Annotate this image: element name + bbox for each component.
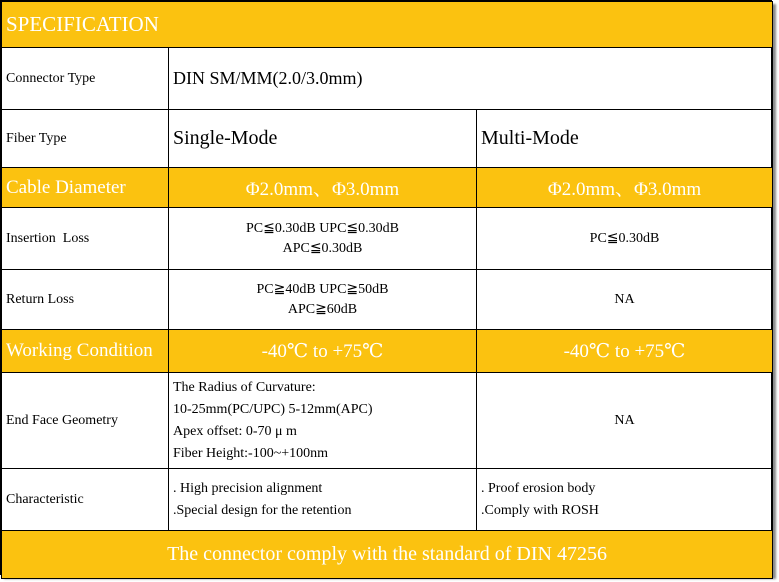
cable-diameter-row: [2, 168, 773, 208]
characteristic-line: . Proof erosion body: [481, 480, 596, 496]
connector-type-row: [2, 48, 773, 110]
fiber-type-row: [2, 110, 773, 168]
footer-row: [2, 531, 773, 579]
end-face-line: Fiber Height:-100~+100nm: [173, 445, 329, 461]
insertion-loss-label: Insertion Loss: [2, 208, 169, 270]
return-loss-single: [169, 270, 477, 330]
end-face-line: Apex offset: 0-70 μ m: [173, 423, 297, 439]
connector-type-value: DIN SM/MM(2.0/3.0mm): [169, 48, 773, 110]
characteristic-line: .Comply with ROSH: [481, 502, 599, 518]
characteristic-label: Characteristic: [2, 469, 169, 531]
return-loss-multi: NA: [477, 270, 773, 330]
end-face-line: The Radius of Curvature:: [173, 379, 316, 395]
end-face-row: [2, 373, 773, 469]
characteristic-multi: [477, 469, 773, 531]
cable-diameter-multi: Φ2.0mm、Φ3.0mm: [477, 168, 773, 208]
fiber-type-multi-mode: Multi-Mode: [477, 110, 773, 168]
fiber-type-label: Fiber Type: [2, 110, 169, 168]
specification-table: [1, 1, 773, 579]
cable-diameter-single: Φ2.0mm、Φ3.0mm: [169, 168, 477, 208]
return-loss-row: [2, 270, 773, 330]
end-face-single: [169, 373, 477, 469]
characteristic-line: .Special design for the retention: [173, 502, 352, 518]
working-condition-single: -40℃ to +75℃: [169, 330, 477, 373]
page-title: SPECIFICATION: [2, 2, 773, 48]
return-loss-label: Return Loss: [2, 270, 169, 330]
characteristic-single: [169, 469, 477, 531]
characteristic-line: . High precision alignment: [173, 480, 323, 496]
working-condition-row: [2, 330, 773, 373]
cable-diameter-label: Cable Diameter: [2, 168, 169, 208]
connector-type-label: Connector Type: [2, 48, 169, 110]
fiber-type-single-mode: Single-Mode: [169, 110, 477, 168]
end-face-label: End Face Geometry: [2, 373, 169, 469]
end-face-multi: NA: [477, 373, 773, 469]
return-loss-single-line: PC≧40dB UPC≧50dB: [256, 281, 389, 297]
insertion-loss-single-line: PC≦0.30dB UPC≦0.30dB: [246, 220, 399, 236]
title-row: [2, 2, 773, 48]
working-condition-multi: -40℃ to +75℃: [477, 330, 773, 373]
insertion-loss-single-line: APC≦0.30dB: [282, 240, 363, 256]
insertion-loss-multi: PC≦0.30dB: [477, 208, 773, 270]
working-condition-label: Working Condition: [2, 330, 169, 373]
insertion-loss-single: [169, 208, 477, 270]
end-face-line: 10-25mm(PC/UPC) 5-12mm(APC): [173, 401, 373, 417]
insertion-loss-row: [2, 208, 773, 270]
footer-note: The connector comply with the standard of DIN 47256: [2, 531, 773, 579]
characteristic-row: [2, 469, 773, 531]
return-loss-single-line: APC≧60dB: [287, 301, 358, 317]
